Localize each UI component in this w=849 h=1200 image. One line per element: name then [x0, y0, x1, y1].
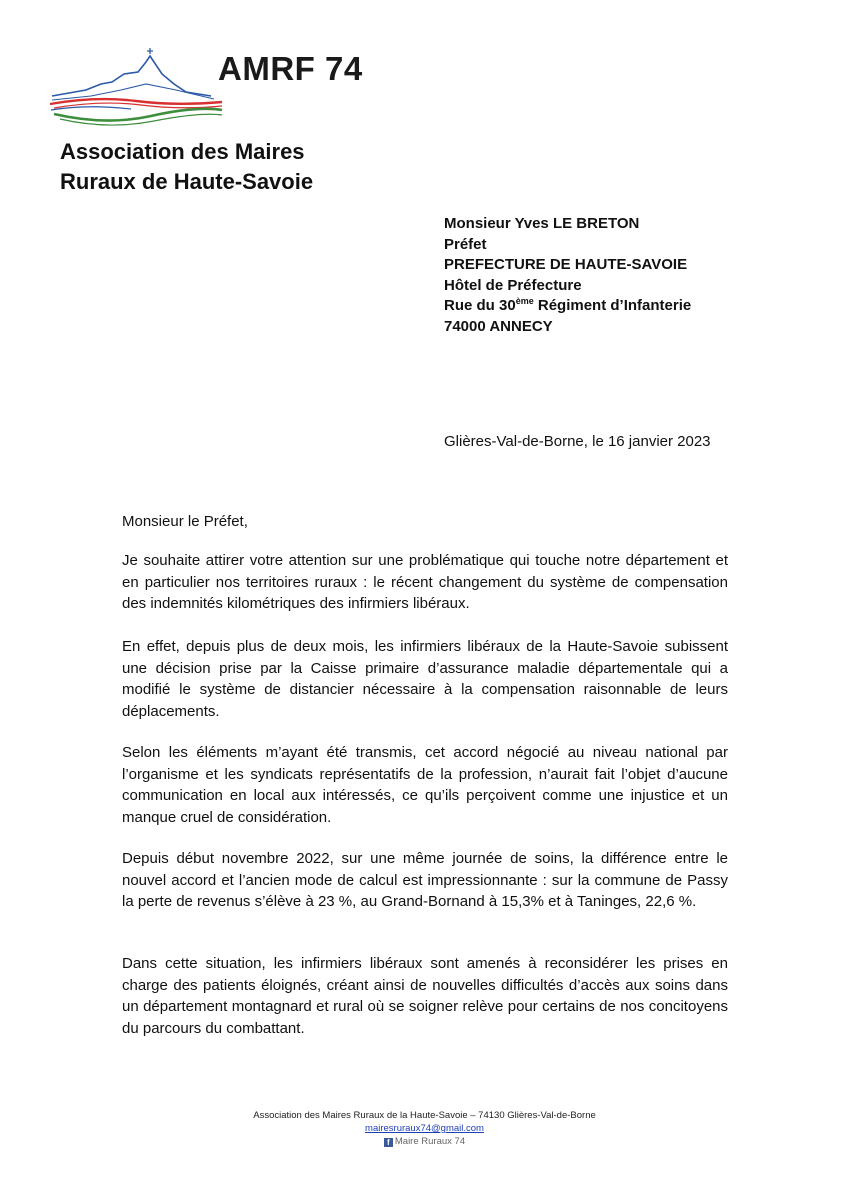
addressee-building: Hôtel de Préfecture — [444, 276, 582, 294]
footer-address: Association des Maires Ruraux de la Haute-Savoie – 74130 Glières-Val-de-Borne — [253, 1110, 596, 1121]
organization-name-line1: Association des Maires — [60, 139, 305, 164]
paragraph-4: Depuis début novembre 2022, sur une même journée de soins, la différence entre le nouvel accord et l’ancien mode de calcul est impressionnante : sur la commune de Passy la perte de revenus s’élève à 23 %, au Grand-Bornand à 15,3% et à Taninges, 22,6 %. — [122, 850, 728, 910]
footer — [0, 1109, 849, 1148]
salutation: Monsieur le Préfet, — [122, 513, 248, 530]
street-superscript: ème — [515, 296, 534, 306]
paragraph-5: Dans cette situation, les infirmiers libéraux sont amenés à reconsidérer les prises en charge des patients éloignés, créant ainsi de nouvelles difficultés d’accès aux soins dans un département montagnard et rural où se soigner relève pour certains de nos concitoyens du parcours du combattant. — [122, 955, 728, 1037]
paragraph-1: Je souhaite attirer votre attention sur une problématique qui touche notre département et en particulier nos territoires ruraux : le récent changement du système de compensation des indemnités kilométriques des infirmiers libéraux. — [122, 552, 728, 612]
date-line: Glières-Val-de-Borne, le 16 janvier 2023 — [444, 433, 711, 450]
footer-email-link[interactable]: mairesruraux74@gmail.com — [365, 1123, 484, 1134]
addressee-name: Monsieur Yves LE BRETON — [444, 215, 640, 232]
addressee-office: PREFECTURE DE HAUTE-SAVOIE — [444, 256, 688, 273]
amrf-logo — [46, 44, 386, 139]
paragraph-3: Selon les éléments m’ayant été transmis, cet accord négocié au niveau national par l’organisme et les syndicats représentatifs de la profession, n’aurait fait l’objet d’aucune communication en local aux intéressés, ce qu’ils perçoivent comme une injustice et un manque cruel de considération. — [122, 744, 728, 826]
addressee-block — [444, 214, 691, 337]
footer-facebook-label: Maire Ruraux 74 — [394, 1136, 466, 1147]
footer-facebook-link[interactable] — [0, 1135, 849, 1148]
organization-name — [60, 137, 313, 197]
addressee-city: 74000 ANNECY — [444, 317, 553, 335]
paragraph-2: En effet, depuis plus de deux mois, les infirmiers libéraux de la Haute-Savoie subissent une décision prise par la Caisse primaire d’assurance maladie départementale qui a modifié le système de distancier nécessaire à la compensation raisonnable de leurs déplacements. — [122, 638, 728, 720]
organization-name-line2: Ruraux de Haute-Savoie — [60, 169, 314, 194]
logo-title: AMRF 74 — [218, 50, 363, 87]
street-prefix: Rue du 30 — [444, 297, 516, 314]
addressee-street — [444, 296, 691, 317]
facebook-icon: f — [384, 1138, 393, 1147]
mountain-logo-icon — [46, 44, 226, 134]
street-suffix: Régiment d’Infanterie — [533, 297, 692, 314]
addressee-title: Préfet — [444, 235, 487, 253]
